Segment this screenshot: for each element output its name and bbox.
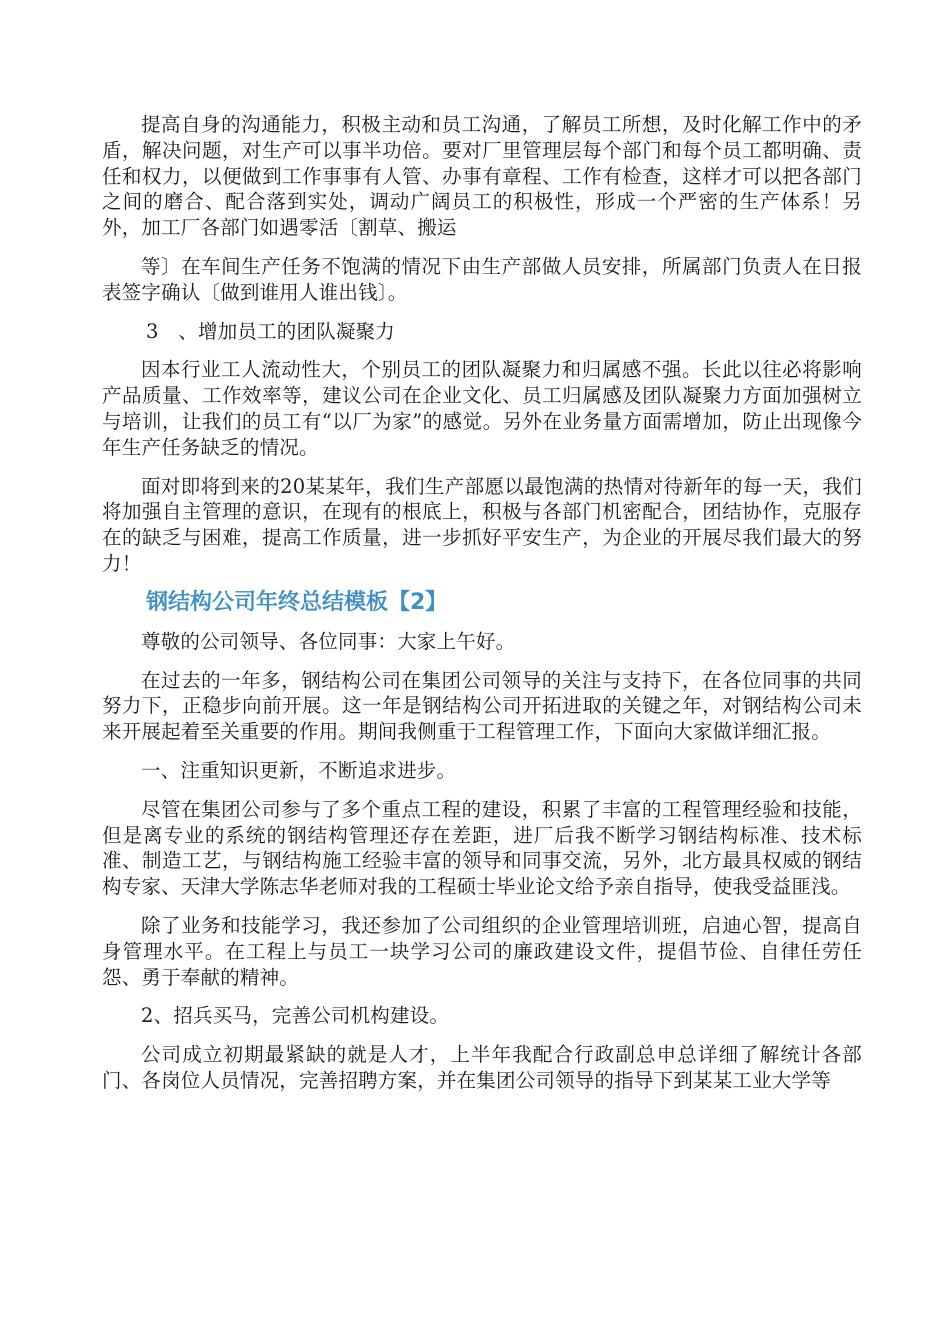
paragraph-new-year: 面对即将到来的20某某年，我们生产部愿以最饱满的热情对待新年的每一天，我们将加强自主管理的意识，在现有的根底上，积极与各部门机密配合，团结协作，克服存在的缺乏与困难，提高工作质量，进一步抓好平安生产，为企业的开展尽我们最大的努力！ xyxy=(102,474,862,575)
section-title-team-cohesion: 3 、增加员工的团队凝聚力 xyxy=(146,319,396,343)
paragraph-training: 除了业务和技能学习，我还参加了公司组织的企业管理培训班，启迪心智，提高自身管理水平。在工程上与员工一块学习公司的廉政建设文件，提倡节俭、自律任劳任怨、勇于奉献的精神。 xyxy=(102,913,862,989)
paragraph-overview: 在过去的一年多，钢结构公司在集团公司领导的关注与支持下，在各位同事的共同努力下，正稳步向前开展。这一年是钢结构公司开拓进取的关键之年，对钢结构公司未来开展起着至关重要的作用。期间我侧重于工程管理工作，下面向大家做详细汇报。 xyxy=(102,668,862,744)
section-title-knowledge: 一、注重知识更新，不断追求进步。 xyxy=(141,758,457,782)
paragraph-team-cohesion: 因本行业工人流动性大，个别员工的团队凝聚力和归属感不强。长此以往必将影响产品质量、工作效率等，建议公司在企业文化、员工归属感及团队凝聚力方面加强树立与培训，让我们的员工有“以厂为家”的感觉。另外在业务量方面需增加，防止出现像今年生产任务缺乏的情况。 xyxy=(102,358,862,459)
section-title-recruitment: 2、招兵买马，完善公司机构建设。 xyxy=(141,1004,450,1028)
section-heading: 钢结构公司年终总结模板【2】 xyxy=(146,589,448,615)
paragraph-communication: 提高自身的沟通能力，积极主动和员工沟通，了解员工所想，及时化解工作中的矛盾，解决问题，对生产可以事半功倍。要对厂里管理层每个部门和每个员工都明确、责任和权力，以便做到工作事事有人管、办事有章程、工作有检查，这样才可以把各部门之间的磨合、配合落到实处，调动广阔员工的积极性，形成一个严密的生产体系！另外，加工厂各部门如遇零活〔割草、搬运 xyxy=(102,113,862,240)
paragraph-knowledge: 尽管在集团公司参与了多个重点工程的建设，积累了丰富的工程管理经验和技能，但是离专业的系统的钢结构管理还存在差距，进厂后我不断学习钢结构标准、技术标准、制造工艺，与钢结构施工经验丰富的领导和同事交流，另外，北方最具权威的钢结构专家、天津大学陈志华老师对我的工程硕士毕业论文给予亲自指导，使我受益匪浅。 xyxy=(102,797,862,899)
paragraph-staffing: 等〕在车间生产任务不饱满的情况下由生产部做人员安排，所属部门负责人在日报表签字确认〔做到谁用人谁出钱〕。 xyxy=(102,254,862,304)
document-page xyxy=(102,112,862,1094)
paragraph-recruitment: 公司成立初期最紧缺的就是人才，上半年我配合行政副总申总详细了解统计各部门、各岗位人员情况，完善招聘方案，并在集团公司领导的指导下到某某工业大学等 xyxy=(102,1043,862,1092)
paragraph-greeting: 尊敬的公司领导、各位同事：大家上午好。 xyxy=(141,629,516,653)
